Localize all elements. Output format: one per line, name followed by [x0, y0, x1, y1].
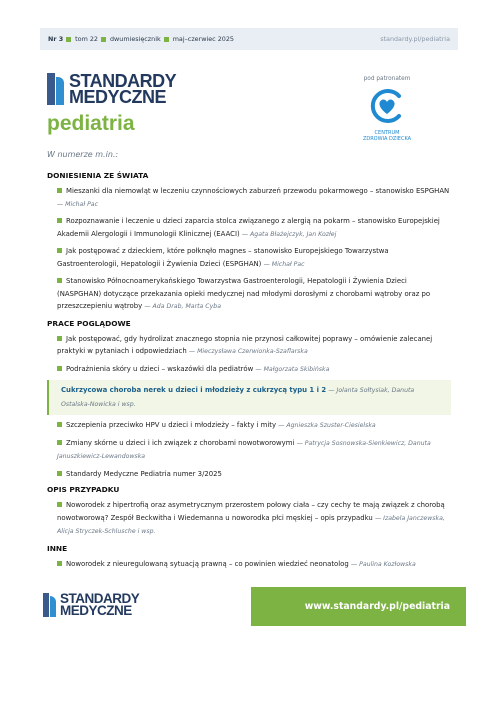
header-url[interactable]: standardy.pl/pediatria	[380, 35, 450, 43]
bullet-square-icon	[164, 37, 169, 42]
bullet-square-icon	[57, 188, 62, 193]
bullet-square-icon	[101, 37, 106, 42]
category-title: OPIS PRZYPADKU	[47, 485, 120, 494]
logo-mark-icon	[47, 73, 65, 105]
bullet-square-icon	[57, 440, 62, 445]
bullet-square-icon	[66, 37, 71, 42]
bullet-square-icon	[57, 471, 62, 476]
bullet-square-icon	[57, 218, 62, 223]
list-item[interactable]: Standardy Medyczne Pediatria numer 3/2025	[47, 468, 451, 481]
category-title: PRACE POGLĄDOWE	[47, 318, 131, 328]
list-item[interactable]: Jak postępować z dzieckiem, które połknęło magnes – stanowisko Europejskiego Towarzystwa Gastroenterologii, Hepatologii i Żywienia Dzieci (ESPGHAN) — Michał Pac	[57, 247, 389, 268]
bullet-square-icon	[57, 278, 62, 283]
footer-logo-text: STANDARDY MEDYCZNE	[60, 591, 140, 618]
list-item[interactable]: Noworodek z hipertrofią oraz asymetrycznym przerostem połowy ciała – czy cechy te mają związek z chorobą nowotworową? Zespół Beckwitha i Wiedemanna u noworodka płci męskiej – opis przypadku — Izabela Janczewska, Alicja Stryczek-Schlusche i wsp.	[57, 501, 445, 535]
patron-name-line1: CENTRUM	[374, 130, 400, 136]
standardy-medyczne-logo	[47, 73, 176, 105]
bullet-square-icon	[57, 502, 62, 507]
intro-text: W numerze m.in.:	[47, 150, 119, 159]
list-item[interactable]: Jak postępować, gdy hydrolizat znacznego stopnia nie przynosi całkowitej poprawy – omówienie zalecanej praktyki w pytaniach i odpowiedziach — Mieczysława Czerwionka-Szaflarska	[57, 334, 433, 355]
list-item[interactable]: Noworodek z nieuregulowaną sytuacją prawną – co powinien wiedzieć neonatolog — Paulina Kozłowska	[47, 558, 451, 572]
list-item[interactable]: Zmiany skórne u dzieci i ich związek z chorobami nowotworowymi — Patrycja Sosnowska-Sienkiewicz, Danuta Januszkiewicz-Lewandowska	[57, 438, 431, 460]
patron-label: pod patronatem	[363, 76, 411, 82]
volume: tom 22	[75, 35, 98, 43]
section-title: pediatria	[47, 112, 135, 135]
list-item[interactable]: Rozpoznawanie i leczenie u dzieci zaparcia stolca związanego z alergią na pokarm – stanowisko Europejskiej Akademii Alergologii i Immunologii Klinicznej (EAACI) — Agata Błażejczyk, Jan Kozłej	[57, 217, 440, 238]
patron-block	[355, 76, 419, 142]
logo-text: STANDARDY MEDYCZNE	[69, 71, 177, 107]
list-item[interactable]: Mieszanki dla niemowląt w leczeniu czynnościowych zaburzeń przewodu pokarmowego – stanowisko ESPGHAN — Michał Pac	[57, 187, 450, 208]
list-item[interactable]: Stanowisko Północnoamerykańskiego Towarzystwa Gastroenterologii, Hepatologii i Żywienia Dzieci (NASPGHAN) dotyczące przekazania opieki medycznej nad młodymi dorosłymi z chorobami wątroby oraz po przeszczepieniu wątroby — Ada Drab, Marta Cyba	[57, 277, 431, 310]
issue-info-bar	[40, 28, 458, 50]
footer-logo	[43, 593, 139, 617]
highlighted-list-item[interactable]: Cukrzycowa choroba nerek u dzieci i młodzieży z cukrzycą typu 1 i 2 — Jolanta Sołtysiak, Danuta Ostalska-Nowicka i wsp.	[47, 380, 451, 415]
bullet-square-icon	[57, 422, 62, 427]
category-title: INNE	[47, 543, 68, 553]
category-title: DONIESIENIA ZE ŚWIATA	[47, 171, 149, 180]
bullet-square-icon	[57, 336, 62, 341]
footer-url[interactable]: www.standardy.pl/pediatria	[304, 601, 450, 612]
list-item[interactable]: Szczepienia przeciwko HPV u dzieci i młodzieży – fakty i mity — Agnieszka Szuster-Ciesielska	[47, 419, 451, 433]
list-item[interactable]: Podrażnienia skóry u dzieci – wskazówki dla pediatrów — Małgorzata Skibińska	[47, 363, 451, 377]
patron-name-line2: ZDROWIA DZIECKA	[362, 136, 412, 142]
bullet-square-icon	[57, 561, 62, 566]
centrum-zdrowia-dziecka-heart-icon	[369, 88, 405, 124]
logo-mark-icon	[43, 593, 57, 617]
bullet-square-icon	[57, 248, 62, 253]
frequency: dwumiesięcznik	[109, 35, 161, 43]
period: maj–czerwiec 2025	[172, 35, 234, 43]
table-of-contents	[47, 166, 451, 575]
bullet-square-icon	[57, 366, 62, 371]
footer-url-bar[interactable]	[251, 587, 466, 626]
issue-number: Nr 3	[48, 35, 64, 43]
